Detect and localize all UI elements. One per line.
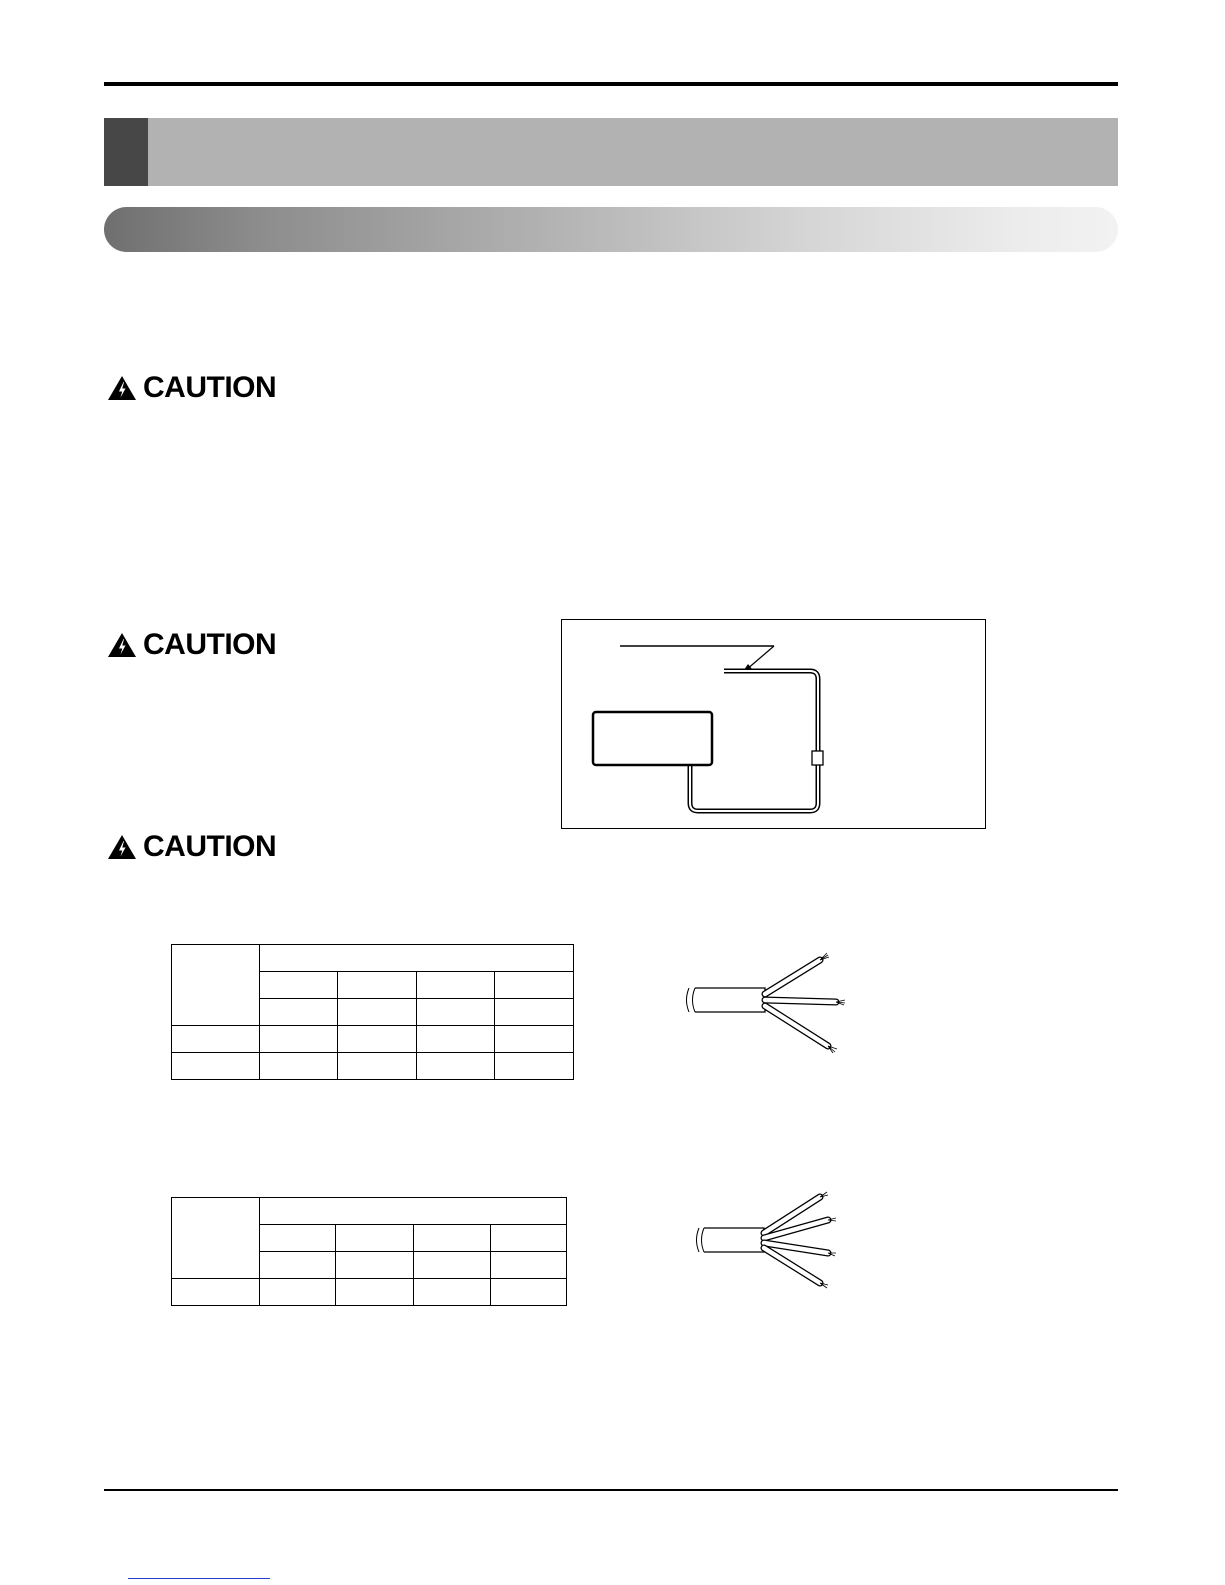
table-cell [416,999,495,1026]
table-cell [336,1252,413,1279]
subsection-title-bar [104,207,1118,252]
caution-label: CAUTION [143,628,277,661]
table-row [172,1053,574,1080]
table-cell [259,999,338,1026]
top-rule [104,82,1118,86]
table-cell [172,1279,260,1306]
table-cell [259,945,573,972]
table-cell [336,1225,413,1252]
table-cell [495,1026,574,1053]
table-cell [338,972,417,999]
wiring-diagram-drawing [562,620,987,830]
caution-heading-1 [107,371,276,405]
warning-triangle-lightning-icon [107,834,137,860]
table-cell [172,945,260,1026]
table-cell [495,1053,574,1080]
table-cell [490,1252,566,1279]
table-cell [338,1026,417,1053]
table-cell [259,972,338,999]
table-cell [413,1252,490,1279]
four-core-cable-icon [690,1185,860,1295]
table-cell [172,1198,260,1279]
footer-link-underline[interactable] [128,1578,270,1579]
table-cell [338,1053,417,1080]
table-cell [260,1279,336,1306]
warning-triangle-lightning-icon [107,632,137,658]
spec-table-1 [171,944,574,1080]
spec-table-2 [171,1197,567,1306]
table-cell [416,972,495,999]
table-cell [172,1053,260,1080]
section-title-bar [104,118,1118,186]
table-cell [172,1026,260,1053]
table-cell [413,1279,490,1306]
table-cell [338,999,417,1026]
caution-label: CAUTION [143,830,277,863]
table-cell [416,1026,495,1053]
table-cell [260,1225,336,1252]
table-cell [336,1279,413,1306]
table-cell [260,1252,336,1279]
table-cell [416,1053,495,1080]
table-row [172,1279,567,1306]
caution-label: CAUTION [143,371,277,404]
table-row [172,1026,574,1053]
table-cell [490,1225,566,1252]
table-cell [490,1279,566,1306]
section-title-tab [104,118,148,186]
caution-heading-3 [107,830,276,864]
table-cell [495,972,574,999]
table-cell [495,999,574,1026]
warning-triangle-lightning-icon [107,375,137,401]
table-cell [260,1198,567,1225]
bottom-rule [104,1489,1118,1491]
table-cell [259,1026,338,1053]
table-cell [413,1225,490,1252]
three-core-cable-icon [680,950,870,1070]
caution-heading-2 [107,628,276,662]
wiring-diagram [561,619,986,829]
table-cell [259,1053,338,1080]
